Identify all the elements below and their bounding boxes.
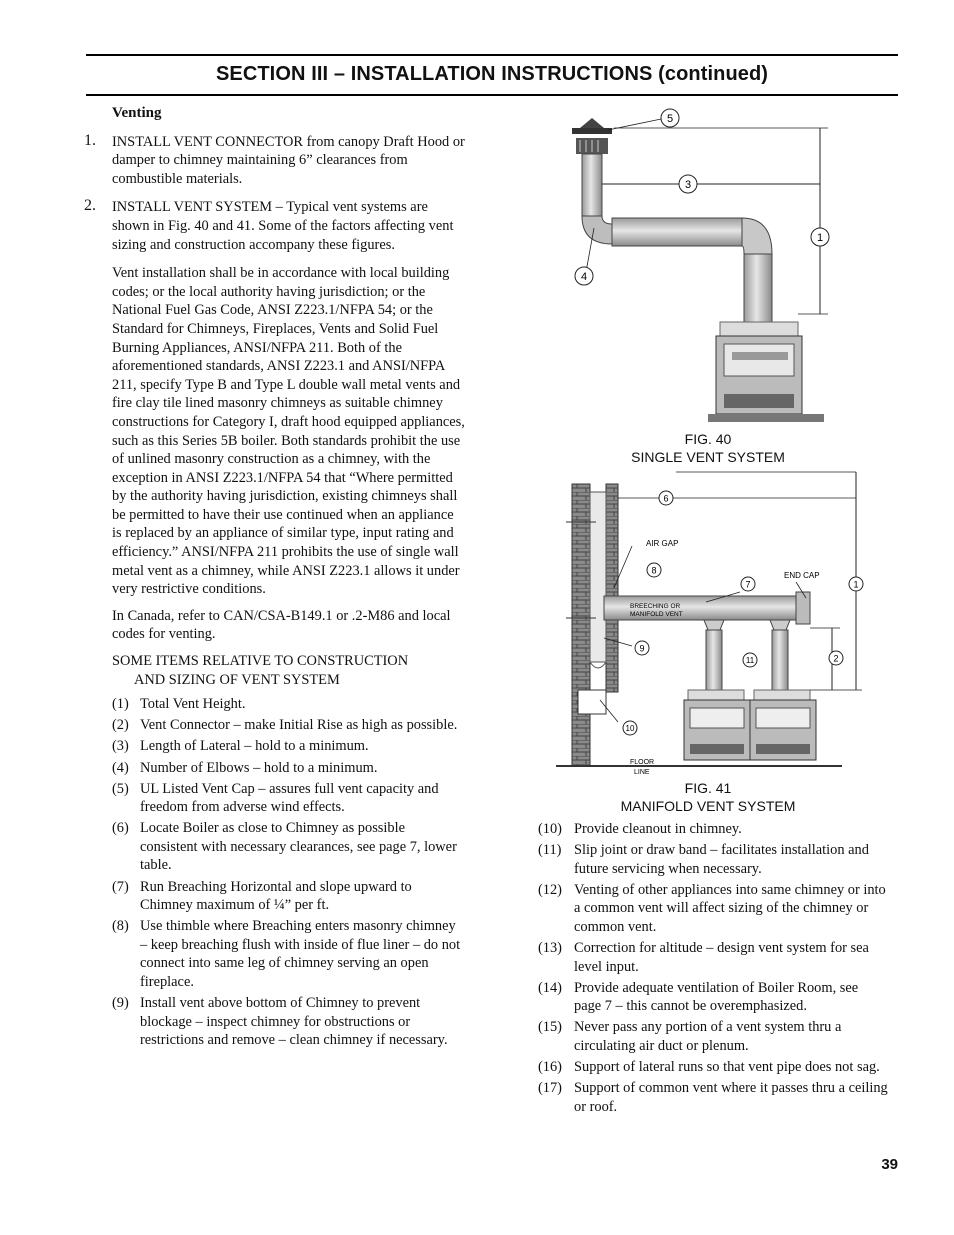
vent-elbow [582,216,612,244]
chimney-icon [566,484,618,766]
callout-6 [659,491,673,505]
list-item-number: (13) [538,940,562,957]
list-item-text: Support of lateral runs so that vent pipe does not sag. [574,1059,880,1076]
codes-paragraph: Vent installation shall be in accordance with local building codes; or the local authority having jurisdiction; or the National Fuel Gas Code, ANSI Z223.1/NFPA 54; or the Standard for Chimneys, Fireplaces, Vents and Solid Fuel Burning Appliances, ANSI/NFPA 211. Both of the aforementioned standards, ANSI Z223.1 and ANSI/NFPA 211, specify Type B and Type L double wall metal vents and fire clay tile lined masonry chimneys as suitable chimney constructions for Category I, draft hood equipped appliances, such as this Series 5B boiler. Both standards prohibit the use of unlined masonry construction as a chimney, with the exception in ANSI Z223.1/NFPA 54 that “Where permitted by the authority having jurisdiction, existing chimneys shall be permitted to have their use continued when an appliance is replaced by an appliance of similar type, input rating and efficiency.” ANSI/NFPA 211 prohibits the use of single wall metal vent as a chimney, while ANSI Z223.1 allows it under very restrictive conditions. [112,265,465,598]
list-item-text: Venting of other appliances into same chimney or into a common vent will affect sizing of the chimney or common vent. [574,881,886,935]
list-item [112,878,466,915]
svg-text:3: 3 [684,179,692,191]
list-item-text: Vent Connector – make Initial Rise as high as possible. [140,717,458,734]
list-item [112,994,466,1050]
svg-text:5: 5 [666,113,674,125]
list-item-number: (14) [538,979,562,996]
list-item-number: (2) [112,717,129,734]
list-item [538,1079,888,1116]
list-item [538,1018,888,1055]
list-item-number: (12) [538,881,562,898]
instruction-2 [84,198,466,254]
list-item-text: Provide adequate ventilation of Boiler Room, see page 7 – this cannot be overemphasized. [574,979,859,1015]
callout-2 [829,651,843,665]
callout-11 [743,653,757,667]
list-item-number: (8) [112,918,129,935]
svg-text:10: 10 [625,724,635,733]
callout-7 [741,577,755,591]
right-column [538,820,888,1119]
air-gap-label: AIR GAP [646,539,679,548]
fig-40-title: SINGLE VENT SYSTEM [631,449,785,465]
list-item-text: UL Listed Vent Cap – assures full vent capacity and freedom from adverse wind effects. [140,780,439,816]
list-item-text: Install vent above bottom of Chimney to prevent blockage – inspect chimney for obstructions or restrictions and remove – clean chimney if necessary. [140,995,448,1049]
list-item-text: Run Breaching Horizontal and slope upward to Chimney maximum of ¼” per ft. [140,878,412,914]
list-item-number: (7) [112,878,129,895]
section-title: SECTION III – INSTALLATION INSTRUCTIONS (continued) [215,63,769,85]
left-column [84,104,466,1052]
items-heading-line-2: AND SIZING OF VENT SYSTEM [134,671,340,688]
callout-4 [575,267,593,285]
svg-text:7: 7 [745,579,751,590]
breaching-label-1: BREECHING OR [630,603,681,610]
list-item [112,695,466,714]
fig-40-caption [590,430,826,466]
list-item [112,780,466,817]
end-cap-label: END CAP [784,571,820,580]
list-item [112,737,466,756]
list-item [112,759,466,778]
instruction-1 [84,133,466,189]
fig-41-manifold-vent-diagram [556,468,868,778]
list-item-text: Number of Elbows – hold to a minimum. [140,759,378,776]
list-item [538,979,888,1016]
fig-40-number: FIG. 40 [684,431,732,447]
list-item [112,917,466,991]
list-item [112,716,466,735]
venting-heading: Venting [112,105,162,121]
boiler-icon [750,690,816,760]
callout-9 [635,641,649,655]
callout-5 [661,109,679,127]
breaching-label-2: MANIFOLD VENT [630,611,683,618]
vent-items-list-right [538,820,888,1116]
floor-label-2: LINE [634,769,650,776]
canada-paragraph: In Canada, refer to CAN/CSA-B149.1 or .2-M86 and local codes for venting. [112,607,451,643]
items-heading-line-1: SOME ITEMS RELATIVE TO CONSTRUCTION [112,653,409,670]
svg-text:9: 9 [639,643,645,654]
vent-connector-2 [772,630,788,690]
list-item-number: (11) [538,842,562,859]
list-item-text: Slip joint or draw band – facilitates installation and future servicing when necessary. [574,842,869,877]
fig-41-title: MANIFOLD VENT SYSTEM [620,798,796,814]
instruction-2-text: INSTALL VENT SYSTEM – Typical vent systems are shown in Fig. 40 and 41. Some of the factors affecting vent sizing and construction accompany these figures. [112,199,454,253]
list-item [538,881,888,937]
instruction-2-number: 2. [84,197,96,215]
callout-8 [647,563,661,577]
list-item-text: Use thimble where Breaching enters masonry chimney – keep breaching flush with inside of flue liner – do not connect into same leg of chimney serving an open fireplace. [140,918,461,991]
list-item-number: (17) [538,1080,562,1097]
svg-text:6: 6 [663,493,669,504]
svg-text:1: 1 [816,232,824,244]
list-item-number: (9) [112,995,129,1012]
svg-text:1: 1 [853,579,859,590]
boiler-icon [708,322,824,422]
list-item-number: (16) [538,1059,562,1076]
section-header [86,54,898,96]
callout-1 [811,228,829,246]
instruction-1-text: INSTALL VENT CONNECTOR from canopy Draft Hood or damper to chimney maintaining 6” clearances from combustible materials. [112,133,465,187]
list-item-number: (4) [112,759,129,776]
list-item-text: Never pass any portion of a vent system thru a circulating air duct or plenum. [574,1019,842,1055]
list-item-number: (6) [112,820,129,837]
list-item-number: (10) [538,821,562,837]
list-item-number: (1) [112,696,129,713]
instruction-1-number: 1. [84,131,96,149]
vent-connector [744,254,772,322]
svg-text:11: 11 [745,656,755,665]
list-item-number: (15) [538,1019,562,1036]
vent-cap-icon [572,118,612,154]
list-item-text: Support of common vent where it passes thru a ceiling or roof. [574,1080,888,1115]
list-item-text: Correction for altitude – design vent system for sea level input. [574,940,869,975]
floor-label-1: FLOOR [630,759,655,766]
page-number: 39 [881,1156,898,1173]
callout-10 [623,721,637,735]
list-item-text: Provide cleanout in chimney. [574,821,742,837]
list-item-number: (5) [112,780,129,797]
svg-text:4: 4 [580,271,588,283]
list-item-text: Locate Boiler as close to Chimney as possible consistent with necessary clearances, see page 7, lower table. [140,820,457,874]
fig-41-caption [590,779,826,815]
list-item [538,820,888,839]
list-item-number: (3) [112,738,129,755]
items-heading [112,652,466,689]
end-cap [796,592,810,624]
callout-1 [849,577,863,591]
vent-items-list-left [112,695,466,1050]
list-item [538,1058,888,1077]
vent-riser [582,154,602,216]
fig-41-number: FIG. 41 [684,780,732,796]
vent-lateral [612,218,742,246]
list-item [112,819,466,875]
list-item-text: Length of Lateral – hold to a minimum. [140,738,369,755]
svg-text:8: 8 [651,565,657,576]
list-item [538,939,888,976]
boiler-icon [684,690,750,760]
callout-3 [679,175,697,193]
fig-40-single-vent-diagram [558,104,848,428]
svg-text:2: 2 [833,653,839,664]
vent-elbow-lower [742,218,772,254]
list-item-text: Total Vent Height. [140,696,246,713]
list-item [538,841,888,878]
vent-connector-1 [706,630,722,690]
